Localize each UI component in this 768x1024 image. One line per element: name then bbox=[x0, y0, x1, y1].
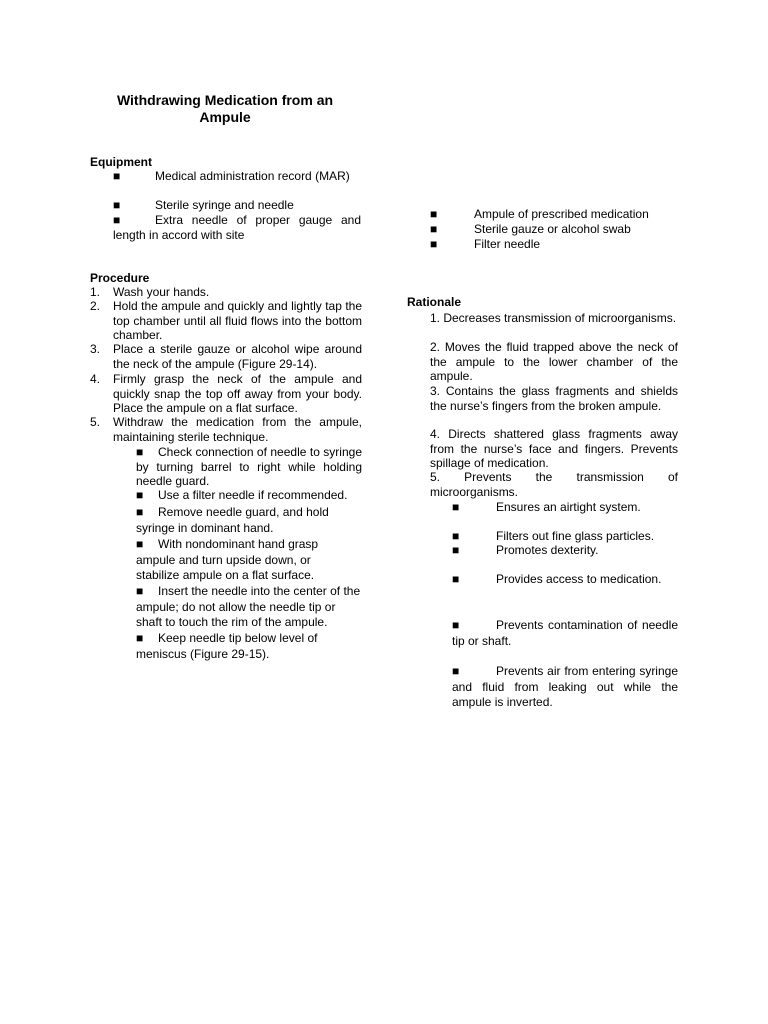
procedure-substep: ■ Use a filter needle if recommended. bbox=[136, 488, 348, 502]
bullet-icon: ■ bbox=[113, 198, 121, 212]
procedure-substep: ■ Check connection of needle to syringe by turning barrel to right while holding needle guard. bbox=[136, 445, 362, 488]
procedure-step: 5. Withdraw the medication from the ampule, maintaining sterile technique. bbox=[90, 415, 362, 444]
bullet-icon: ■ bbox=[113, 213, 121, 227]
bullet-icon: ■ bbox=[113, 169, 121, 183]
rationale-item: 5. Prevents the transmission of microorganisms. bbox=[430, 470, 678, 499]
equipment-item: ■ Medical administration record (MAR) bbox=[113, 169, 350, 183]
procedure-substep: ■ Keep needle tip below level of meniscus (Figure 29-15). bbox=[136, 631, 318, 661]
rationale-item: 1. Decreases transmission of microorganisms. bbox=[430, 311, 677, 325]
equipment-item: ■ Ampule of prescribed medication bbox=[430, 207, 649, 221]
rationale-item: 4. Directs shattered glass fragments away from the nurse’s face and fingers. Prevents spillage of medication. bbox=[430, 427, 678, 470]
rationale-subitem: ■ Provides access to medication. bbox=[452, 572, 662, 586]
procedure-heading: Procedure bbox=[90, 271, 150, 285]
equipment-item: ■ Extra needle of proper gauge and length in accord with site bbox=[113, 213, 361, 242]
rationale-item: 2. Moves the fluid trapped above the neck of the ampule to the lower chamber of the ampule. bbox=[430, 340, 678, 383]
bullet-icon: ■ bbox=[136, 445, 144, 459]
bullet-icon: ■ bbox=[452, 572, 460, 586]
bullet-icon: ■ bbox=[452, 500, 460, 514]
rationale-item: 3. Contains the glass fragments and shields the nurse’s fingers from the broken ampule. bbox=[430, 384, 678, 413]
bullet-icon: ■ bbox=[452, 529, 460, 543]
procedure-step: 2. Hold the ampule and quickly and lightly tap the top chamber until all fluid flows into the bottom chamber. bbox=[90, 299, 362, 342]
bullet-icon: ■ bbox=[136, 488, 144, 502]
bullet-icon: ■ bbox=[452, 664, 460, 678]
bullet-icon: ■ bbox=[136, 505, 144, 519]
bullet-icon: ■ bbox=[136, 584, 144, 598]
procedure-step: 4. Firmly grasp the neck of the ampule and quickly snap the top off away from your body. Place the ampule on a flat surface. bbox=[90, 372, 362, 415]
rationale-subitem: ■ Ensures an airtight system. bbox=[452, 500, 641, 514]
bullet-icon: ■ bbox=[452, 543, 460, 557]
equipment-item: ■ Sterile gauze or alcohol swab bbox=[430, 222, 631, 236]
bullet-icon: ■ bbox=[452, 618, 460, 632]
rationale-subitem: ■ Prevents contamination of needle tip or shaft. bbox=[452, 618, 678, 648]
bullet-icon: ■ bbox=[136, 537, 144, 551]
rationale-subitem: ■ Filters out fine glass particles. bbox=[452, 529, 655, 543]
procedure-substep: ■ Remove needle guard, and hold syringe in dominant hand. bbox=[136, 505, 329, 535]
bullet-icon: ■ bbox=[430, 222, 438, 236]
equipment-item: ■ Filter needle bbox=[430, 237, 541, 251]
page-title: Withdrawing Medication from an Ampule bbox=[116, 92, 334, 125]
rationale-subitem: ■ Prevents air from entering syringe and fluid from leaking out while the ampule is inverted. bbox=[452, 664, 678, 709]
equipment-heading: Equipment bbox=[90, 155, 152, 169]
bullet-icon: ■ bbox=[430, 237, 438, 251]
procedure-step: 1. Wash your hands. bbox=[90, 285, 210, 299]
rationale-subitem: ■ Promotes dexterity. bbox=[452, 543, 599, 557]
procedure-substep: ■ Insert the needle into the center of the ampule; do not allow the needle tip or shaft to touch the rim of the ampule. bbox=[136, 584, 361, 629]
bullet-icon: ■ bbox=[136, 631, 144, 645]
procedure-substep: ■ With nondominant hand grasp ampule and turn upside down, or stabilize ampule on a flat surface. bbox=[136, 537, 319, 582]
rationale-heading: Rationale bbox=[407, 295, 462, 309]
bullet-icon: ■ bbox=[430, 207, 438, 221]
equipment-item: ■ Sterile syringe and needle bbox=[113, 198, 294, 212]
procedure-step: 3. Place a sterile gauze or alcohol wipe around the neck of the ampule (Figure 29-14). bbox=[90, 342, 362, 371]
